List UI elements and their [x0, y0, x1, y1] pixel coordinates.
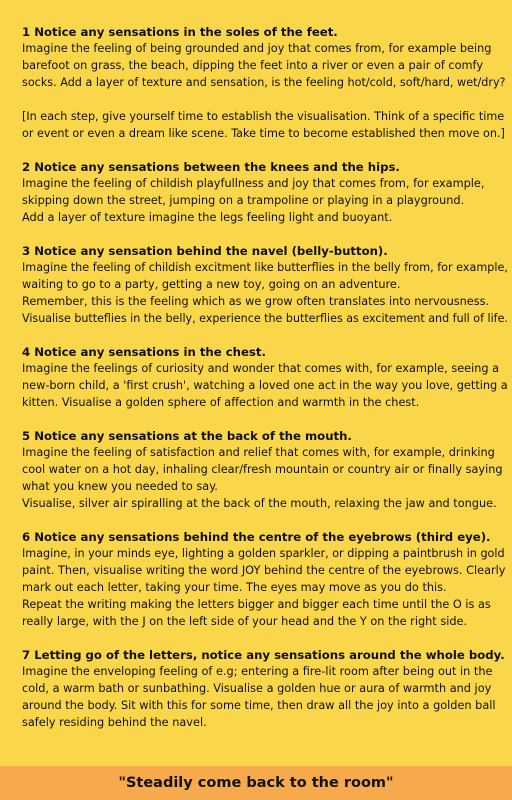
step-7-title: 7 Letting go of the letters, notice any sensations around the whole body.	[22, 648, 505, 662]
step-6-line-2: paint. Then, visualise writing the word JOY behind the centre of the eyebrows. Clearly	[22, 564, 506, 577]
step-4-line-3: kitten. Visualise a golden sphere of affection and warmth in the chest.	[22, 396, 420, 409]
step-6-line-4: Repeat the writing making the letters bigger and bigger each time until the O is as	[22, 598, 491, 611]
step-3	[22, 243, 506, 327]
step-4-line-1: Imagine the feelings of curiosity and wonder that comes with, for example, seeing a	[22, 362, 500, 375]
step-1-line-2: barefoot on grass, the beach, dipping the feet into a river or even a pair of comfy	[22, 59, 484, 72]
step-7-line-1: Imagine the enveloping feeling of e.g; entering a fire-lit room after being out in the	[22, 665, 493, 678]
step-3-line-2: waiting to go to a party, getting a new toy, going on an adventure.	[22, 278, 401, 291]
step-6-line-1: Imagine, in your minds eye, lighting a golden sparkler, or dipping a paintbrush in gold	[22, 547, 505, 560]
step-6-line-5: really large, with the J on the left side of your head and the Y on the right side.	[22, 615, 468, 628]
step-5-title: 5 Notice any sensations at the back of the mouth.	[22, 429, 352, 443]
step-5-line-2: cool water on a hot day, inhaling clear/fresh mountain or country air or finally saying	[22, 463, 503, 476]
step-1-line-1: Imagine the feeling of being grounded and joy that comes from, for example being	[22, 42, 492, 55]
step-2-line-3: Add a layer of texture imagine the legs feeling light and buoyant.	[22, 211, 393, 224]
step-1-title: 1 Notice any sensations in the soles of the feet.	[22, 25, 338, 39]
instructions-document	[22, 24, 506, 748]
step-3-line-4: Visualise butteflies in the belly, experience the butterflies as excitement and full of life.	[22, 312, 508, 325]
step-2-line-2: skipping down the street, jumping on a trampoline or playing in a playground.	[22, 194, 465, 207]
step-6-line-3: mark out each letter, taking your time. The eyes may move as you do this.	[22, 581, 447, 594]
step-5-line-3: what you knew you needed to say.	[22, 480, 218, 493]
step-6	[22, 529, 506, 630]
step-3-title: 3 Notice any sensation behind the navel (belly-button).	[22, 244, 388, 258]
step-2-title: 2 Notice any sensations between the knees and the hips.	[22, 160, 400, 174]
step-2-line-1: Imagine the feeling of childish playfullness and joy that comes from, for example,	[22, 177, 485, 190]
step-1	[22, 24, 506, 91]
step-3-line-3: Remember, this is the feeling which as we grow often translates into nervousness.	[22, 295, 490, 308]
note-line-2: or event or even a dream like scene. Take time to become established then move on.]	[22, 127, 505, 140]
step-7-line-3: around the body. Sit with this for some time, then draw all the joy into a golden ball	[22, 699, 496, 712]
note-line-1: [In each step, give yourself time to establish the visualisation. Think of a specific time	[22, 110, 505, 123]
step-2	[22, 159, 506, 226]
step-4	[22, 344, 506, 411]
step-4-line-2: new-born child, a 'first crush', watching a loved one act in the way you love, getting a	[22, 379, 508, 392]
step-7-line-2: cold, a warm bath or sunbathing. Visualise a golden hue or aura of warmth and joy	[22, 682, 492, 695]
step-1-line-3: socks. Add a layer of texture and sensation, is the feeling hot/cold, soft/hard, wet/dry?	[22, 76, 506, 89]
step-6-title: 6 Notice any sensations behind the centre of the eyebrows (third eye).	[22, 530, 491, 544]
closing-quote: "Steadily come back to the room"	[118, 775, 394, 791]
footer-band	[0, 766, 512, 800]
step-7-line-4: safely residing behind the navel.	[22, 716, 207, 729]
step-5-line-1: Imagine the feeling of satisfaction and relief that comes with, for example, drinking	[22, 446, 495, 459]
step-7	[22, 647, 506, 731]
step-5	[22, 428, 506, 512]
step-3-line-1: Imagine the feeling of childish excitment like butterflies in the belly from, for example,	[22, 261, 508, 274]
step-5-line-4: Visualise, silver air spiralling at the back of the mouth, relaxing the jaw and tongue.	[22, 497, 497, 510]
step-4-title: 4 Notice any sensations in the chest.	[22, 345, 266, 359]
instruction-note	[22, 108, 506, 142]
